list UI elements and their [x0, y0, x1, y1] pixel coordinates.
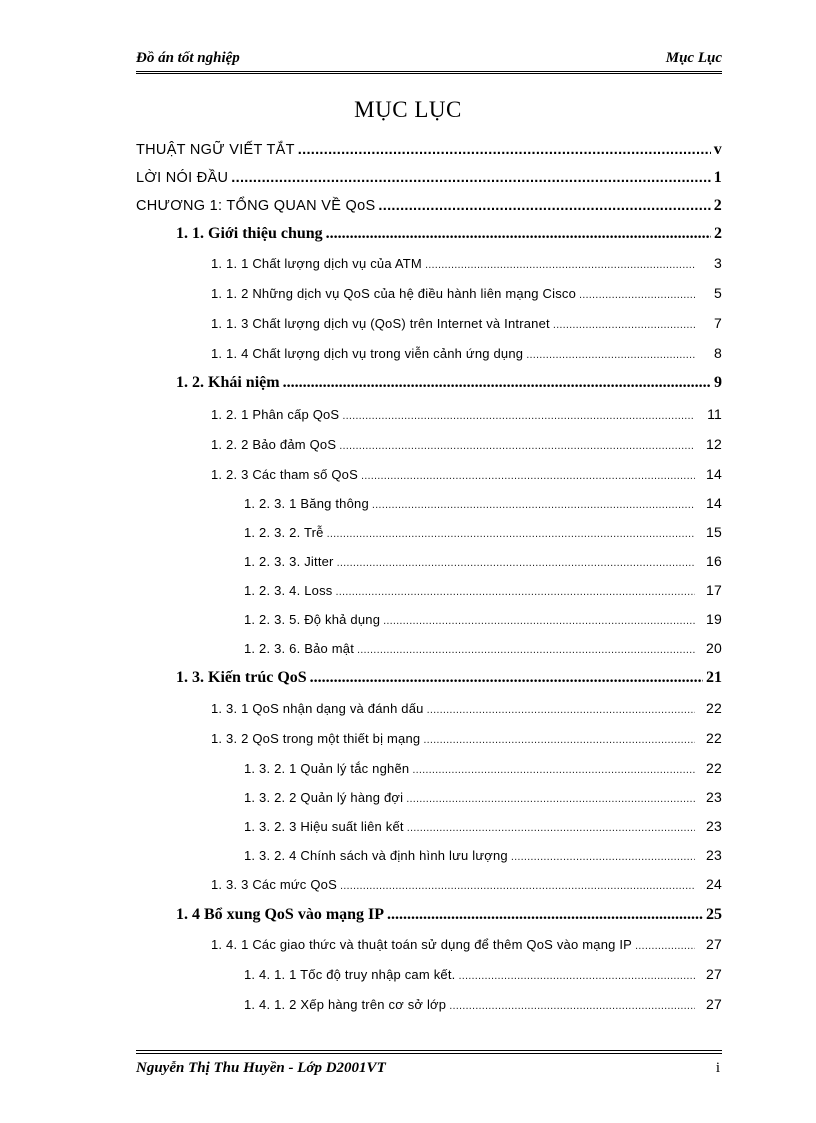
toc-entry-title: 1. 2. 3 Các tham số QoS	[211, 467, 358, 482]
header-left-text: Đồ án tốt nghiệp	[136, 50, 240, 66]
toc-dot-leader	[339, 440, 695, 452]
toc-page-number: 7	[714, 315, 722, 331]
toc-page-number: 23	[706, 789, 722, 805]
toc-page-number: 22	[706, 700, 722, 716]
toc-dot-leader	[553, 319, 695, 331]
toc-entry-title: THUẬT NGỮ VIẾT TẮT	[136, 142, 295, 158]
toc-dot-leader	[298, 142, 711, 158]
toc-dot-leader	[372, 499, 695, 511]
toc-entry-title: 1. 4. 1. 2 Xếp hàng trên cơ sở lớp	[244, 997, 447, 1012]
footer-rule-2	[136, 1053, 722, 1054]
toc-dot-leader	[406, 793, 695, 805]
toc-entry[interactable]	[244, 789, 722, 805]
footer-author: Nguyễn Thị Thu Huyền - Lớp D2001VT	[136, 1060, 386, 1076]
toc-dot-leader	[458, 970, 695, 982]
toc-dot-leader	[310, 669, 703, 687]
toc-dot-leader	[283, 374, 711, 392]
toc-entry[interactable]	[244, 582, 722, 598]
toc-dot-leader	[635, 940, 695, 952]
toc-entry[interactable]	[211, 466, 722, 482]
toc-page-number: 5	[714, 285, 722, 301]
toc-entry-title: 1. 3. 2 QoS trong một thiết bị mạng	[211, 731, 421, 746]
toc-dot-leader	[337, 557, 695, 569]
toc-entry[interactable]	[211, 876, 722, 892]
toc-entry-title: 1. 2. 2 Bảo đảm QoS	[211, 437, 337, 452]
toc-entry[interactable]	[136, 169, 722, 187]
toc-page-number: 20	[706, 640, 722, 656]
toc-entry-title: 1. 3. 1 QoS nhận dạng và đánh dấu	[211, 701, 424, 716]
toc-entry[interactable]	[244, 760, 722, 776]
toc-page-number: 22	[706, 760, 722, 776]
toc-entry[interactable]	[211, 730, 722, 746]
toc-dot-leader	[231, 170, 710, 186]
toc-entry-title: 1. 2. 3. 5. Độ khả dụng	[244, 612, 381, 627]
toc-entry-title: 1. 2. 3. 3. Jitter	[244, 554, 334, 569]
toc-entry[interactable]	[176, 906, 722, 924]
toc-entry[interactable]	[244, 524, 722, 540]
toc-page-number: 27	[706, 936, 722, 952]
toc-page-number: 14	[706, 466, 722, 482]
toc-dot-leader	[511, 851, 695, 863]
toc-entry[interactable]	[244, 847, 722, 863]
toc-entry-title: 1. 2. 3. 6. Bảo mật	[244, 641, 355, 656]
toc-page-number: 17	[706, 582, 722, 598]
header-rule-2	[136, 73, 722, 74]
toc-entry[interactable]	[211, 255, 722, 271]
header-rule	[136, 71, 722, 72]
toc-dot-leader	[357, 644, 695, 656]
toc-dot-leader	[427, 704, 695, 716]
toc-page-number: 23	[706, 818, 722, 834]
toc-dot-leader	[526, 349, 695, 361]
toc-dot-leader	[412, 764, 695, 776]
toc-entry-title: 1. 4. 1 Các giao thức và thuật toán sử dụng để thêm QoS vào mạng IP	[211, 937, 633, 952]
toc-entry[interactable]	[244, 553, 722, 569]
toc-entry[interactable]	[211, 285, 722, 301]
toc-page-number: 3	[714, 255, 722, 271]
toc-page-number: 2	[713, 197, 722, 214]
toc-dot-leader	[327, 528, 695, 540]
toc-page-number: 27	[706, 966, 722, 982]
page-title: MỤC LỤC	[354, 97, 462, 122]
toc-page-number: 11	[707, 406, 722, 422]
toc-entry-title: 1. 2. 1 Phân cấp QoS	[211, 407, 340, 422]
toc-entry-title: 1. 1. 2 Những dịch vụ QoS của hệ điều hành liên mạng Cisco	[211, 286, 577, 301]
toc-entry[interactable]	[244, 640, 722, 656]
toc-dot-leader	[342, 410, 695, 422]
toc-page-number: 8	[714, 345, 722, 361]
toc-entry-title: 1. 2. 3. 4. Loss	[244, 583, 333, 598]
toc-page-number: 16	[706, 553, 722, 569]
toc-entry-title: 1. 2. 3. 2. Trễ	[244, 525, 324, 540]
toc-entry-title: 1. 1. 1 Chất lượng dịch vụ của ATM	[211, 256, 422, 271]
toc-entry[interactable]	[244, 996, 722, 1012]
toc-dot-leader	[361, 470, 695, 482]
toc-dot-leader	[407, 822, 695, 834]
toc-dot-leader	[378, 198, 710, 214]
toc-entry[interactable]	[211, 345, 722, 361]
toc-page-number: v	[713, 141, 722, 158]
toc-page-number: 22	[706, 730, 722, 746]
toc-entry-title: 1. 1. 3 Chất lượng dịch vụ (QoS) trên Internet và Intranet	[211, 316, 550, 331]
toc-entry-title: 1. 4 Bổ xung QoS vào mạng IP	[176, 906, 385, 923]
toc-entry-title: 1. 3. 2. 1 Quản lý tắc nghẽn	[244, 761, 410, 776]
toc-entry-title: 1. 1. Giới thiệu chung	[176, 225, 323, 242]
toc-entry-title: 1. 4. 1. 1 Tốc độ truy nhập cam kết.	[244, 967, 456, 982]
toc-entry[interactable]	[244, 495, 722, 511]
toc-entry-title: 1. 3. Kiến trúc QoS	[176, 669, 307, 686]
toc-entry-title: 1. 2. Khái niệm	[176, 374, 280, 391]
toc-entry[interactable]	[136, 141, 722, 159]
toc-page-number: 27	[706, 996, 722, 1012]
toc-dot-leader	[326, 225, 711, 243]
toc-entry[interactable]	[211, 436, 722, 452]
toc-dot-leader	[449, 1000, 695, 1012]
toc-entry[interactable]	[211, 315, 722, 331]
toc-entry[interactable]	[211, 700, 722, 716]
toc-dot-leader	[579, 289, 695, 301]
toc-entry[interactable]	[176, 225, 722, 243]
toc-dot-leader	[335, 586, 695, 598]
toc-page-number: 24	[706, 876, 722, 892]
toc-entry-title: 1. 3. 2. 2 Quản lý hàng đợi	[244, 790, 404, 805]
page-footer	[136, 1058, 722, 1078]
toc-page-number: 23	[706, 847, 722, 863]
toc-dot-leader	[383, 615, 695, 627]
footer-page-number: i	[715, 1060, 720, 1076]
toc-dot-leader	[423, 734, 695, 746]
toc-entry-title: 1. 1. 4 Chất lượng dịch vụ trong viễn cảnh ứng dụng	[211, 346, 524, 361]
toc-page-number: 19	[706, 611, 722, 627]
toc-entry-title: 1. 3. 2. 4 Chính sách và định hình lưu lượng	[244, 848, 508, 863]
page-header	[136, 48, 722, 68]
toc-page-number: 14	[706, 495, 722, 511]
toc-entry-title: 1. 3. 2. 3 Hiệu suất liên kết	[244, 819, 404, 834]
toc-entry-title: CHƯƠNG 1: TỔNG QUAN VỀ QoS	[136, 198, 376, 214]
footer-rule	[136, 1050, 722, 1051]
toc-entry[interactable]	[244, 818, 722, 834]
toc-entry-title: 1. 3. 3 Các mức QoS	[211, 877, 337, 892]
toc-page-number: 25	[706, 906, 722, 923]
toc-entry[interactable]	[244, 611, 722, 627]
toc-entry[interactable]	[211, 406, 722, 422]
header-right-text: Mục Lục	[665, 50, 722, 66]
toc-page-number: 15	[706, 524, 722, 540]
toc-entry[interactable]	[176, 669, 722, 687]
toc-entry-title: LỜI NÓI ĐẦU	[136, 170, 229, 186]
toc-page-number: 12	[706, 436, 722, 452]
toc-entry[interactable]	[136, 197, 722, 215]
toc-dot-leader	[340, 880, 695, 892]
toc-entry[interactable]	[211, 936, 722, 952]
toc-entry[interactable]	[244, 966, 722, 982]
toc-page-number: 21	[706, 669, 722, 686]
toc-entry-title: 1. 2. 3. 1 Băng thông	[244, 496, 369, 511]
toc-page-number: 9	[714, 374, 722, 391]
toc-page-number: 1	[713, 169, 722, 186]
toc-entry[interactable]	[176, 374, 722, 392]
toc-page-number: 2	[714, 225, 722, 242]
toc-dot-leader	[425, 259, 695, 271]
toc-dot-leader	[387, 906, 703, 924]
